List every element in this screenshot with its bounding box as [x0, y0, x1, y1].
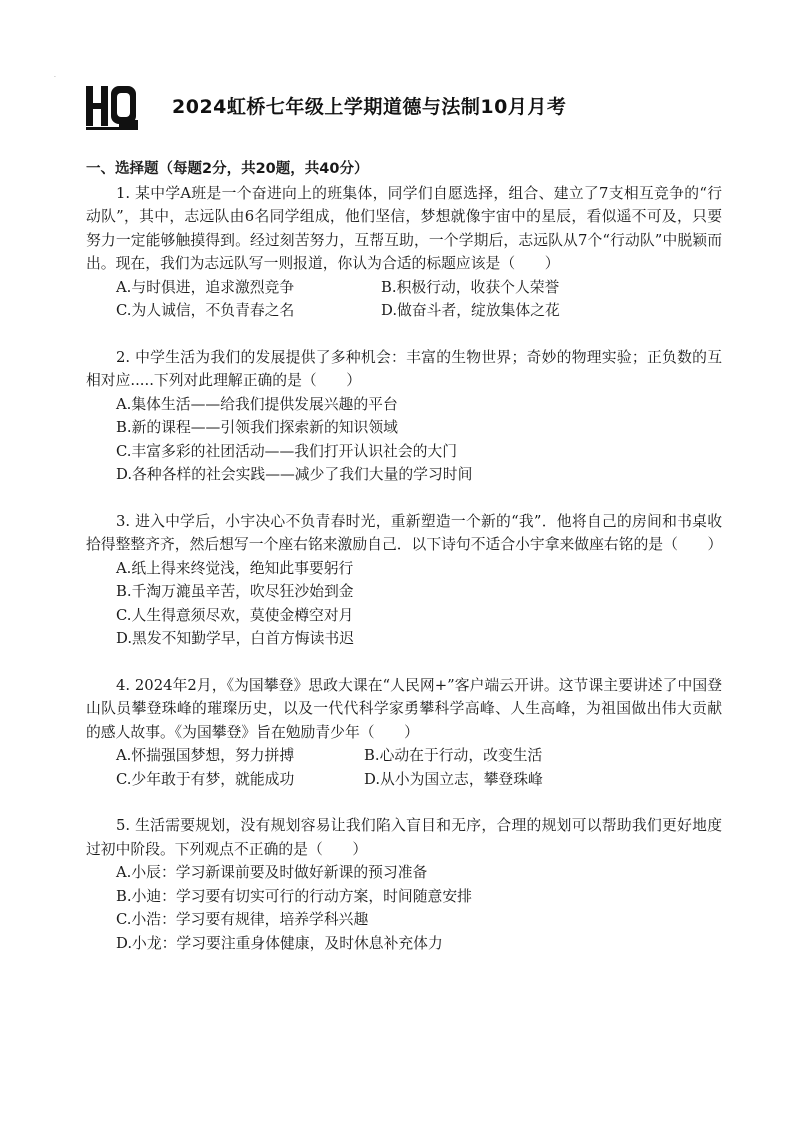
option-row — [116, 299, 722, 323]
options — [86, 393, 722, 487]
question-stem: 5. 生活需要规划，没有规划容易让我们陷入盲目和无序，合理的规划可以帮助我们更好地度过初中阶段。下列观点不正确的是（ ） — [86, 817, 722, 858]
question-1 — [86, 182, 722, 323]
option-a: A.小辰：学习新课前要及时做好新课的预习准备 — [116, 864, 428, 881]
question-4 — [86, 674, 722, 792]
option-row — [116, 276, 722, 300]
option-c: C.小浩：学习要有规律，培养学科兴趣 — [116, 911, 369, 928]
hq-logo — [86, 84, 138, 130]
option-c: C.人生得意须尽欢，莫使金樽空对月 — [116, 606, 354, 624]
option-d: D.黑发不知勤学早，白首方悔读书迟 — [116, 630, 354, 647]
corner-mark: · — [54, 74, 56, 81]
question-stem: 3. 进入中学后，小宇决心不负青春时光，重新塑造一个新的“我”．他将自己的房间和书桌收拾得整整齐齐，然后想写一个座右铭来激励自己．以下诗句不适合小宇拿来做座右铭的是（ ） — [86, 512, 723, 553]
options — [86, 861, 722, 955]
page-title: 2024虹桥七年级上学期道德与法制10月月考 — [172, 96, 567, 118]
option-row — [116, 744, 722, 768]
exam-content — [86, 158, 722, 955]
option-d: D.各种各样的社会实践——减少了我们大量的学习时间 — [116, 466, 473, 483]
option-b: B.新的课程——引领我们探索新的知识领域 — [116, 419, 398, 436]
option-d: D.做奋斗者，绽放集体之花 — [381, 302, 560, 319]
option-b: B.千淘万漉虽辛苦，吹尽狂沙始到金 — [116, 583, 354, 600]
option-a: A.与时俱进，追求激烈竞争 — [116, 278, 295, 296]
options — [86, 557, 722, 651]
option-b: B.积极行动，收获个人荣誉 — [381, 278, 560, 296]
option-c: C.为人诚信，不负青春之名 — [116, 302, 295, 319]
options — [86, 744, 722, 791]
option-d: D.从小为国立志，攀登珠峰 — [364, 770, 543, 788]
question-stem: 4. 2024年2月，《为国攀登》思政大课在“人民网+”客户端云开讲。这节课主要讲述了中国登山队员攀登珠峰的璀璨历史，以及一代代科学家勇攀科学高峰、人生高峰，为祖国做出伟大贡献的感人故事。《为国攀登》旨在勉励青少年（ ） — [86, 676, 722, 741]
question-stem: 1. 某中学A班是一个奋进向上的班集体，同学们自愿选择，组合、建立了7支相互竞争的“行动队”，其中，志远队由6名同学组成，他们坚信，梦想就像宇宙中的星辰，看似遥不可及，只要努力一定能够触摸得到。经过刻苦努力，互帮互助，一个学期后，志远队从7个“行动队”中脱颖而出。现在，我们为志远队写一则报道，你认为合适的标题应该是（ ） — [86, 184, 722, 272]
option-b: B.小迪：学习要有切实可行的行动方案，时间随意安排 — [116, 887, 472, 905]
option-a: A.纸上得来终觉浅，绝知此事要躬行 — [116, 559, 354, 577]
options — [86, 276, 722, 323]
question-5 — [86, 814, 722, 955]
option-a: A.怀揣强国梦想，努力拼搏 — [116, 747, 295, 764]
section-heading: 一、选择题（每题2分，共20题，共40分） — [86, 161, 369, 177]
option-d: D.小龙：学习要注重身体健康，及时休息补充体力 — [116, 934, 443, 952]
option-c: C.丰富多彩的社团活动——我们打开认识社会的大门 — [116, 442, 458, 460]
question-3 — [86, 510, 722, 651]
option-a: A.集体生活——给我们提供发展兴趣的平台 — [116, 395, 398, 413]
question-stem: 2. 中学生活为我们的发展提供了多种机会：丰富的生物世界；奇妙的物理实验；正负数的互相对应.....下列对此理解正确的是（ ） — [86, 348, 722, 389]
option-b: B.心动在于行动，改变生活 — [364, 747, 543, 764]
question-2 — [86, 346, 722, 487]
option-row — [116, 768, 722, 792]
option-c: C.少年敢于有梦，就能成功 — [116, 770, 295, 788]
